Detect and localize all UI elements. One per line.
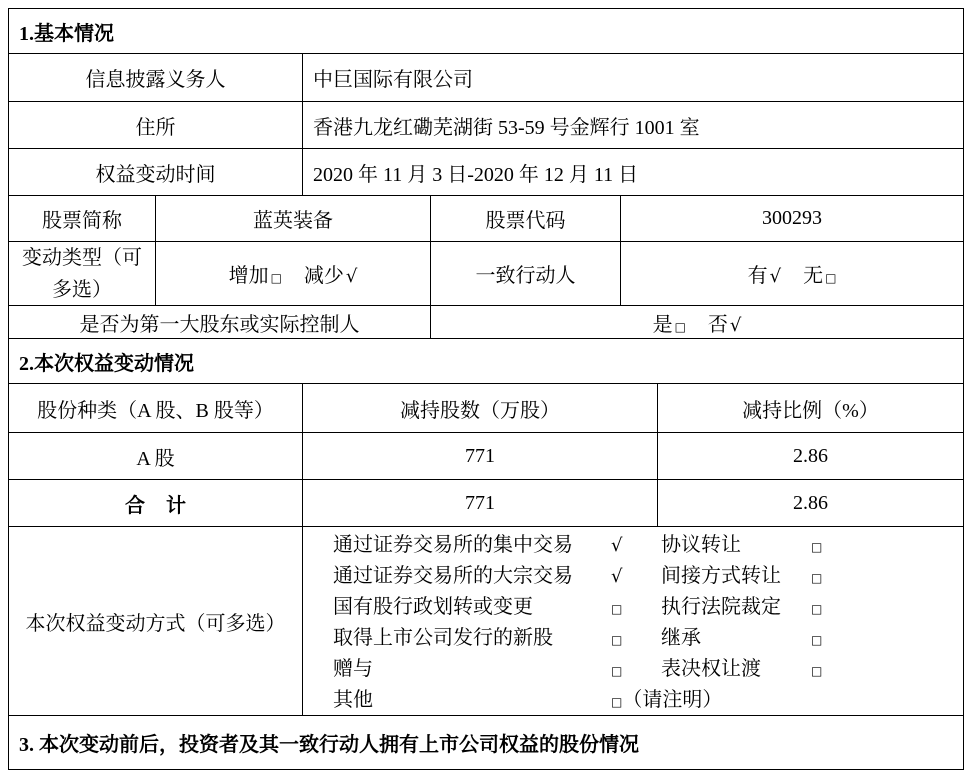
section1-title: 1.基本情况	[9, 9, 964, 54]
option-decrease	[304, 259, 357, 288]
method-indirect-transfer-label: 间接方式转让	[661, 565, 781, 587]
stock-name-label: 股票简称	[9, 196, 156, 242]
option-increase	[229, 259, 282, 288]
largest-holder-row	[9, 306, 964, 339]
address-row	[9, 102, 964, 149]
option-decrease-checkbox: √	[345, 266, 358, 287]
total-reduction-ratio: 2.86	[658, 480, 964, 527]
method-state-allocation-label: 国有股行政划转或变更	[333, 596, 533, 618]
largest-holder-options	[431, 306, 964, 339]
change-type-label: 变动类型（可多选）	[22, 246, 142, 301]
method-court-ruling-mark-wrap	[809, 592, 822, 625]
reduction-ratio-cell: 2.86	[658, 433, 964, 480]
list-item	[303, 592, 963, 623]
stock-code-label: 股票代码	[431, 196, 621, 242]
method-centralized-trading-checkbox: √	[611, 535, 623, 556]
option-concert-no	[803, 259, 836, 288]
concert-party-label: 一致行动人	[431, 242, 621, 306]
list-item	[303, 654, 963, 685]
method-other-note: （请注明）	[622, 689, 723, 711]
discloser-label: 信息披露义务人	[9, 54, 303, 102]
change-type-row	[9, 242, 964, 306]
method-agreement-transfer-checkbox: □	[811, 540, 823, 554]
method-voting-rights-transfer-checkbox: □	[811, 664, 823, 678]
method-court-ruling-label: 执行法院裁定	[661, 596, 781, 618]
option-concert-yes	[748, 259, 781, 288]
option-holder-no	[708, 308, 741, 337]
stock-name-value: 蓝英装备	[156, 196, 431, 242]
method-court-ruling-checkbox: □	[811, 602, 823, 616]
option-increase-label: 增加	[228, 265, 269, 287]
option-decrease-label: 减少	[303, 265, 344, 287]
method-voting-rights-transfer-label: 表决权让渡	[661, 658, 761, 680]
method-centralized-trading-mark-wrap	[609, 530, 622, 561]
list-item	[303, 561, 963, 592]
share-table-header-row	[9, 384, 964, 433]
section2-header-row	[9, 339, 964, 384]
change-period-row	[9, 149, 964, 196]
method-indirect-transfer-mark-wrap	[809, 561, 822, 594]
method-other-label: 其他	[333, 689, 373, 711]
method-gift-mark-wrap	[609, 654, 622, 687]
section1-header-row	[9, 9, 964, 54]
method-indirect-transfer-checkbox: □	[811, 571, 823, 585]
shares-reduced-cell: 771	[303, 433, 658, 480]
option-concert-no-checkbox: □	[825, 271, 837, 285]
option-holder-yes-label: 是	[652, 313, 673, 336]
method-inheritance-checkbox: □	[811, 633, 823, 647]
total-label: 合 计	[9, 480, 303, 527]
list-item	[303, 685, 963, 716]
method-agreement-transfer-label: 协议转让	[661, 534, 741, 556]
method-gift-checkbox: □	[611, 664, 623, 678]
total-row	[9, 480, 964, 527]
change-methods-label: 本次权益变动方式（可多选）	[9, 527, 303, 716]
method-block-trading-label: 通过证券交易所的大宗交易	[333, 565, 573, 587]
concert-party-options	[621, 242, 964, 306]
address-label: 住所	[9, 102, 303, 149]
method-inheritance-label: 继承	[661, 627, 701, 649]
discloser-value: 中巨国际有限公司	[303, 54, 964, 102]
section3-title: 3. 本次变动前后，投资者及其一致行动人拥有上市公司权益的股份情况	[9, 716, 964, 770]
change-period-value: 2020 年 11 月 3 日-2020 年 12 月 11 日	[303, 149, 964, 196]
share-type-cell: A 股	[9, 433, 303, 480]
change-methods-row	[9, 527, 964, 716]
change-period-label: 权益变动时间	[9, 149, 303, 196]
column-header-shares-reduced: 减持股数（万股）	[303, 384, 658, 433]
column-header-share-type: 股份种类（A 股、B 股等）	[9, 384, 303, 433]
method-state-allocation-mark-wrap	[609, 592, 622, 625]
address-value: 香港九龙红磡芜湖街 53-59 号金辉行 1001 室	[303, 102, 964, 149]
option-concert-no-label: 无	[803, 265, 824, 287]
method-new-shares-checkbox: □	[611, 633, 623, 647]
method-block-trading-mark-wrap	[609, 561, 622, 592]
option-holder-no-label: 否	[707, 313, 728, 336]
change-type-label-cell	[9, 242, 156, 306]
method-state-allocation-checkbox: □	[611, 602, 623, 616]
list-item	[303, 623, 963, 654]
method-centralized-trading-label: 通过证券交易所的集中交易	[333, 534, 573, 556]
method-new-shares-label: 取得上市公司发行的新股	[333, 627, 553, 649]
change-type-options	[156, 242, 431, 306]
total-shares-reduced: 771	[303, 480, 658, 527]
table-row	[9, 433, 964, 480]
discloser-row	[9, 54, 964, 102]
section2-title: 2.本次权益变动情况	[9, 339, 964, 384]
option-holder-no-checkbox: √	[729, 314, 742, 336]
largest-holder-label: 是否为第一大股东或实际控制人	[9, 306, 431, 339]
option-holder-yes	[653, 308, 686, 337]
method-other-mark-wrap	[609, 685, 722, 716]
option-concert-yes-label: 有	[747, 265, 768, 287]
method-block-trading-checkbox: √	[611, 566, 623, 587]
stock-code-value: 300293	[621, 196, 964, 242]
option-concert-yes-checkbox: √	[769, 266, 782, 287]
option-holder-yes-checkbox: □	[674, 319, 686, 334]
method-gift-label: 赠与	[333, 658, 373, 680]
section3-header-row	[9, 716, 964, 770]
stock-info-row	[9, 196, 964, 242]
method-agreement-transfer-mark-wrap	[809, 530, 822, 563]
method-other-checkbox: □	[611, 695, 623, 709]
method-new-shares-mark-wrap	[609, 623, 622, 656]
option-increase-checkbox: □	[270, 271, 282, 285]
change-methods-options	[303, 527, 964, 716]
list-item	[303, 530, 963, 561]
method-voting-rights-transfer-mark-wrap	[809, 654, 822, 687]
method-inheritance-mark-wrap	[809, 623, 822, 656]
column-header-reduction-ratio: 减持比例（%）	[658, 384, 964, 433]
equity-change-disclosure-table	[8, 8, 964, 770]
